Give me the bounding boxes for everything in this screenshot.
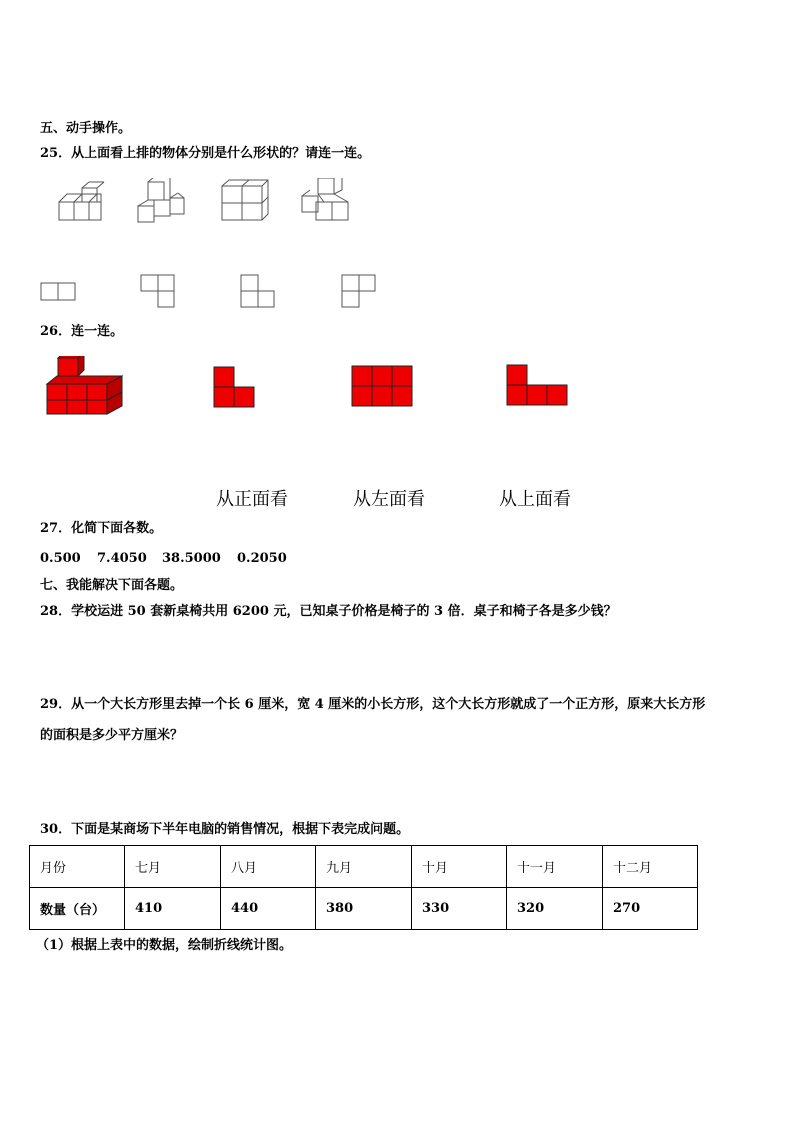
table-cell: 十月 bbox=[412, 846, 507, 888]
table-cell: 月份 bbox=[30, 846, 125, 888]
sales-table bbox=[29, 845, 698, 930]
question-30-sub-1: （1）根据上表中的数据，绘制折线统计图。 bbox=[36, 938, 293, 953]
q27-number-3: 38.5000 bbox=[162, 551, 221, 566]
table-header-row bbox=[30, 846, 698, 888]
table-data-row bbox=[30, 888, 698, 930]
q25-top-view-shapes bbox=[38, 272, 383, 312]
top-view-shape-1 bbox=[41, 283, 75, 300]
table-cell: 410 bbox=[125, 888, 221, 930]
question-30: 30．下面是某商场下半年电脑的销售情况，根据下表完成问题。 bbox=[40, 822, 410, 837]
view-label-left: 从左面看 bbox=[353, 489, 425, 510]
table-cell: 十二月 bbox=[603, 846, 698, 888]
table-cell: 270 bbox=[603, 888, 698, 930]
q27-number-2: 7.4050 bbox=[97, 551, 147, 566]
top-view-shape-3 bbox=[241, 275, 274, 307]
q27-number-4: 0.2050 bbox=[237, 551, 287, 566]
section-7-heading: 七、我能解决下面各题。 bbox=[40, 578, 184, 593]
cube-figure-1 bbox=[59, 182, 104, 220]
cube-figure-3 bbox=[222, 180, 268, 220]
cube-figure-4 bbox=[302, 178, 348, 220]
question-27: 27．化简下面各数。 bbox=[40, 521, 163, 536]
red-cube-figure-3d bbox=[47, 356, 122, 414]
view-label-front: 从正面看 bbox=[216, 489, 288, 510]
top-view-shape-4 bbox=[342, 275, 375, 307]
section-5-heading: 五、动手操作。 bbox=[40, 121, 132, 136]
table-cell: 380 bbox=[316, 888, 412, 930]
question-26: 26．连一连。 bbox=[40, 324, 124, 339]
table-cell: 九月 bbox=[316, 846, 412, 888]
table-cell: 数量（台） bbox=[30, 888, 125, 930]
q27-number-1: 0.500 bbox=[40, 551, 81, 566]
red-view-1 bbox=[214, 367, 254, 407]
table-cell: 七月 bbox=[125, 846, 221, 888]
red-view-3 bbox=[507, 365, 567, 405]
cube-figure-2 bbox=[138, 178, 184, 222]
table-cell: 320 bbox=[507, 888, 603, 930]
view-label-top: 从上面看 bbox=[499, 489, 571, 510]
q25-cube-figures bbox=[54, 178, 354, 226]
red-view-2 bbox=[352, 366, 412, 406]
question-28: 28．学校运进 50 套新桌椅共用 6200 元，已知桌子价格是椅子的 3 倍．桌子和椅子各是多少钱？ bbox=[40, 604, 617, 619]
question-25: 25．从上面看上排的物体分别是什么形状的？请连一连。 bbox=[40, 146, 371, 161]
top-view-shape-2 bbox=[141, 275, 174, 307]
question-29-line-2: 的面积是多少平方厘米？ bbox=[40, 728, 184, 743]
q26-red-figures bbox=[44, 356, 574, 416]
table-cell: 440 bbox=[221, 888, 316, 930]
table-cell: 330 bbox=[412, 888, 507, 930]
question-29-line-1: 29．从一个大长方形里去掉一个长 6 厘米，宽 4 厘米的小长方形，这个大长方形就成了一个正方形，原来大长方形 bbox=[40, 697, 706, 712]
table-cell: 十一月 bbox=[507, 846, 603, 888]
table-cell: 八月 bbox=[221, 846, 316, 888]
